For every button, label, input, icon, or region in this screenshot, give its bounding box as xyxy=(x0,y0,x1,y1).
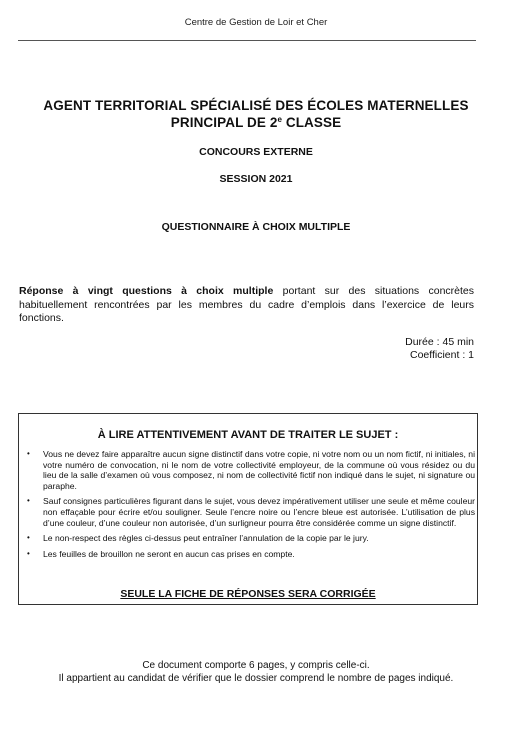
document-pages-note: Ce document comporte 6 pages, y compris celle-ci. xyxy=(142,660,370,671)
instructions-list xyxy=(25,449,475,564)
exam-description xyxy=(19,285,474,326)
instructions-footer: SEULE LA FICHE DE RÉPONSES SERA CORRIGÉE xyxy=(120,588,376,600)
exam-title-line2 xyxy=(0,115,512,130)
instruction-item xyxy=(25,496,475,528)
organization-header: Centre de Gestion de Loir et Cher xyxy=(184,17,328,28)
header-divider xyxy=(18,40,476,41)
instruction-text: Vous ne devez faire apparaître aucun signe distinctif dans votre copie, ni votre nom ou un nom fictif, ni initiales, ni votre numéro de convocation, ni le nom de votre collectivité employeur, de la commune où vous résidez ou du lieu de la salle d’examen où vous composez, ni nom de collectivité fictif non indiqué dans le sujet, ni signature ou paraphe. xyxy=(43,449,475,491)
instruction-text: Le non-respect des règles ci-dessus peut entraîner l’annulation de la copie par le jury. xyxy=(43,533,369,544)
instructions-box xyxy=(18,413,478,605)
bullet-icon: • xyxy=(27,533,30,543)
exam-description-rest: portant sur des situations concrètes habituellement rencontrées par les membres du cadre d’emplois dans l’exercice de leurs fonctions. xyxy=(19,285,475,324)
exam-title-superscript: e xyxy=(277,115,282,124)
duration-label: Durée : 45 min xyxy=(405,336,474,348)
questionnaire-label: QUESTIONNAIRE À CHOIX MULTIPLE xyxy=(161,221,351,233)
instruction-item xyxy=(25,533,475,544)
bullet-icon: • xyxy=(27,496,30,506)
document-check-note: Il appartient au candidat de vérifier que le dossier comprend le nombre de pages indiqué. xyxy=(58,673,454,684)
exam-title-line2-prefix: PRINCIPAL DE 2 xyxy=(170,115,278,130)
bullet-icon: • xyxy=(27,449,30,458)
exam-title-line1: AGENT TERRITORIAL SPÉCIALISÉ DES ÉCOLES MATERNELLES xyxy=(43,98,469,113)
session-label: SESSION 2021 xyxy=(219,173,293,185)
instruction-text: Les feuilles de brouillon ne seront en aucun cas prises en compte. xyxy=(43,548,295,559)
concours-label: CONCOURS EXTERNE xyxy=(199,146,313,158)
exam-title-line2-suffix: CLASSE xyxy=(282,115,342,130)
coefficient-label: Coefficient : 1 xyxy=(409,349,474,361)
instruction-text: Sauf consignes particulières figurant dans le sujet, vous devez impérativement utiliser une seule et même couleur non effaçable pour écrire et/ou souligner. Seule l’encre noire ou l’encre bleue est autorisée. L’utilisation de plus d’une couleur, d’une couleur non autorisée, d’un surligneur pourra être considérée comme un signe distinctif. xyxy=(43,496,475,528)
instruction-item xyxy=(25,549,475,560)
instruction-item xyxy=(25,449,475,491)
instructions-title: À LIRE ATTENTIVEMENT AVANT DE TRAITER LE SUJET : xyxy=(97,429,399,441)
exam-description-bold: Réponse à vingt questions à choix multiple xyxy=(19,285,274,297)
bullet-icon: • xyxy=(27,548,30,558)
